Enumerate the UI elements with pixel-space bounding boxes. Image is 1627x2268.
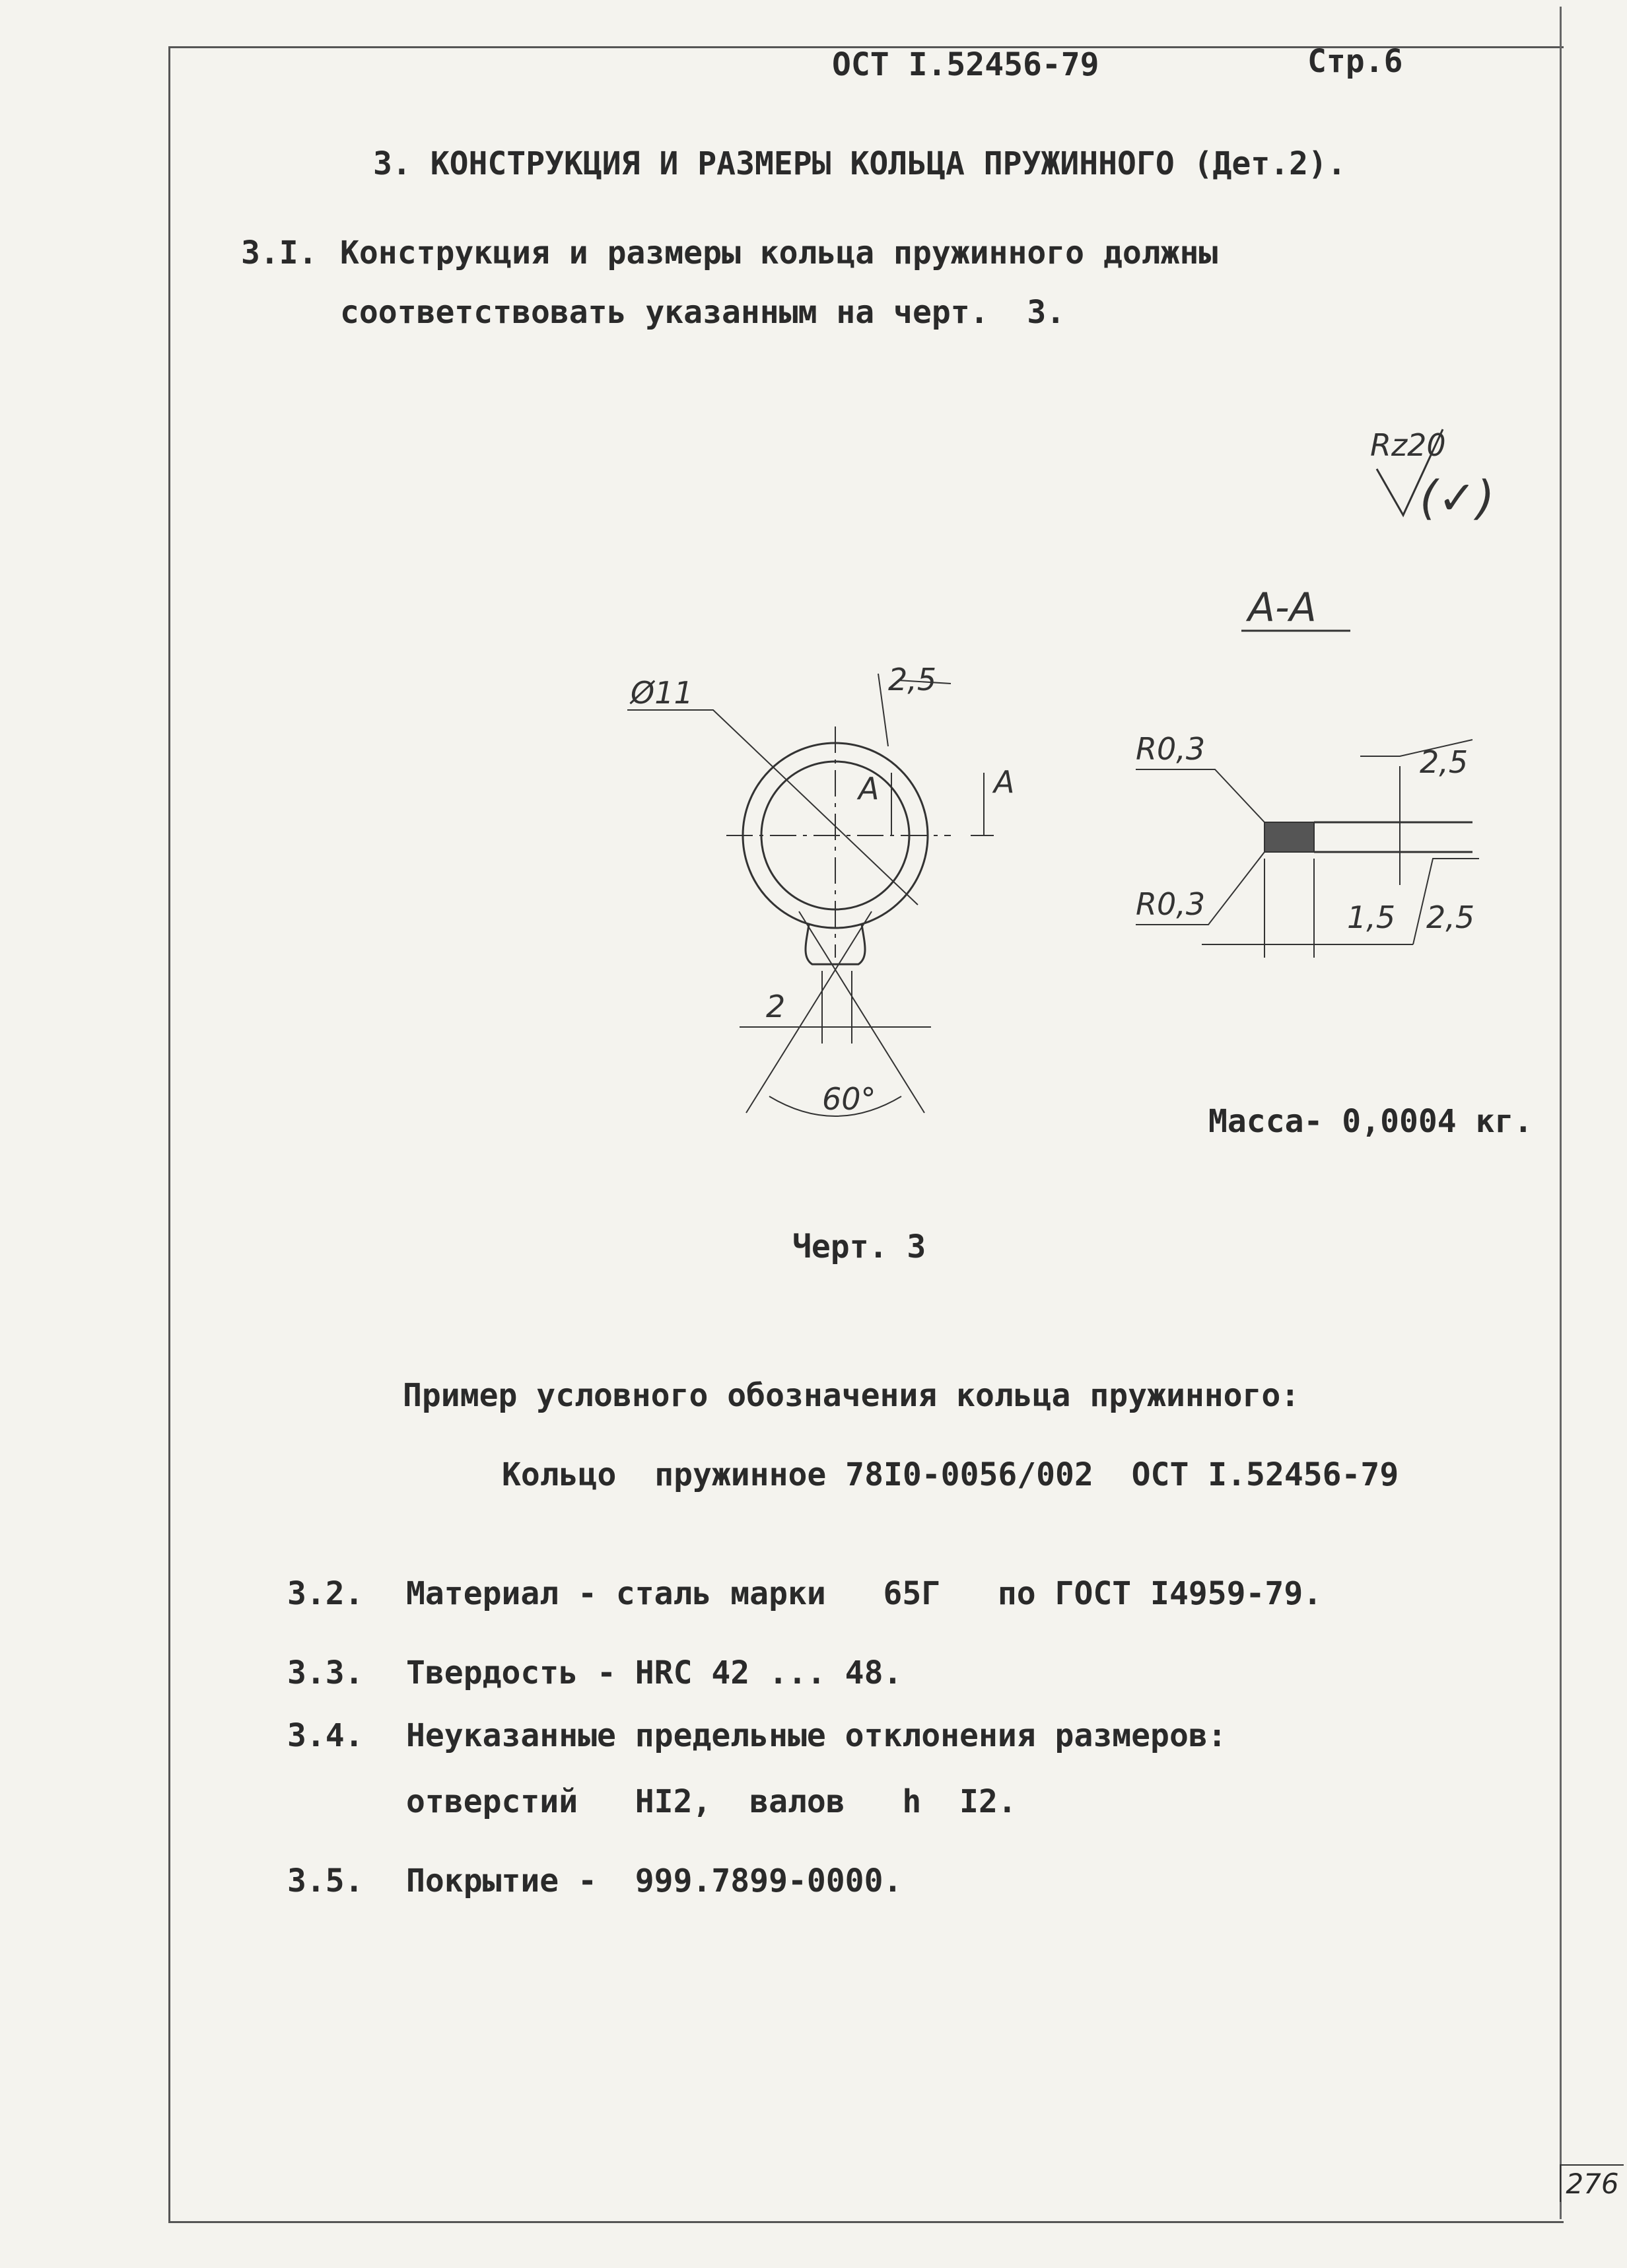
clause-3-4-number: 3.4.	[287, 1717, 364, 1754]
roughness-symbol	[1370, 427, 1494, 525]
example-designation: Кольцо пружинное 78I0-0056/002 ОСТ I.52456-79	[502, 1456, 1399, 1493]
page-label: Стр.6	[1307, 43, 1403, 80]
clause-3-5-number: 3.5.	[287, 1862, 364, 1899]
radius-top-label: R0,3	[1136, 731, 1206, 767]
section-height-label: 2,5	[1420, 744, 1469, 780]
angle-label: 60°	[822, 1081, 876, 1117]
section-view	[1136, 731, 1479, 958]
clause-3-1-line1: Конструкция и размеры кольца пружинного должны	[340, 234, 1218, 271]
clause-3-3-number: 3.3.	[287, 1654, 364, 1691]
gap-label: 2	[766, 989, 786, 1024]
clause-3-1-line2: соответствовать указанным на черт. 3.	[340, 294, 1066, 331]
clause-3-4-line2: отверстий HI2, валов h I2.	[406, 1783, 1017, 1820]
mass-label: Масса- 0,0004 кг.	[1208, 1103, 1533, 1140]
ring-view	[627, 662, 1014, 1117]
standard-number: ОСТ I.52456-79	[832, 46, 1099, 83]
diameter-label: Ø11	[631, 675, 693, 711]
example-heading: Пример условного обозначения кольца пружинного:	[403, 1377, 1300, 1414]
roughness-label: Rz20	[1370, 427, 1446, 463]
side-roughness-label: 2,5	[1426, 900, 1475, 935]
radius-bottom-label: R0,3	[1136, 886, 1206, 922]
roughness-bracket: (✓)	[1420, 471, 1495, 525]
clause-3-4-text: Неуказанные предельные отклонения размеров:	[406, 1717, 1227, 1754]
section-mark-left: А	[858, 771, 880, 806]
section-width-label: 1,5	[1347, 900, 1396, 935]
section-label: А-А	[1248, 585, 1317, 631]
section-title: 3. КОНСТРУКЦИЯ И РАЗМЕРЫ КОЛЬЦА ПРУЖИННОГО (Дет.2).	[373, 145, 1346, 182]
clause-3-5-text: Покрытие - 999.7899-0000.	[406, 1862, 903, 1899]
page-number: 276	[1560, 2164, 1624, 2202]
clause-3-1-number: 3.I.	[241, 234, 318, 271]
clause-3-2-text: Материал - сталь марки 65Г по ГОСТ I4959-79.	[406, 1575, 1323, 1612]
thickness-label: 2,5	[888, 662, 937, 697]
clause-3-3-text: Твердость - HRC 42 ... 48.	[406, 1654, 903, 1691]
clause-3-2-number: 3.2.	[287, 1575, 364, 1612]
drawing-caption: Черт. 3	[792, 1228, 926, 1265]
section-mark-right: А	[994, 764, 1015, 800]
